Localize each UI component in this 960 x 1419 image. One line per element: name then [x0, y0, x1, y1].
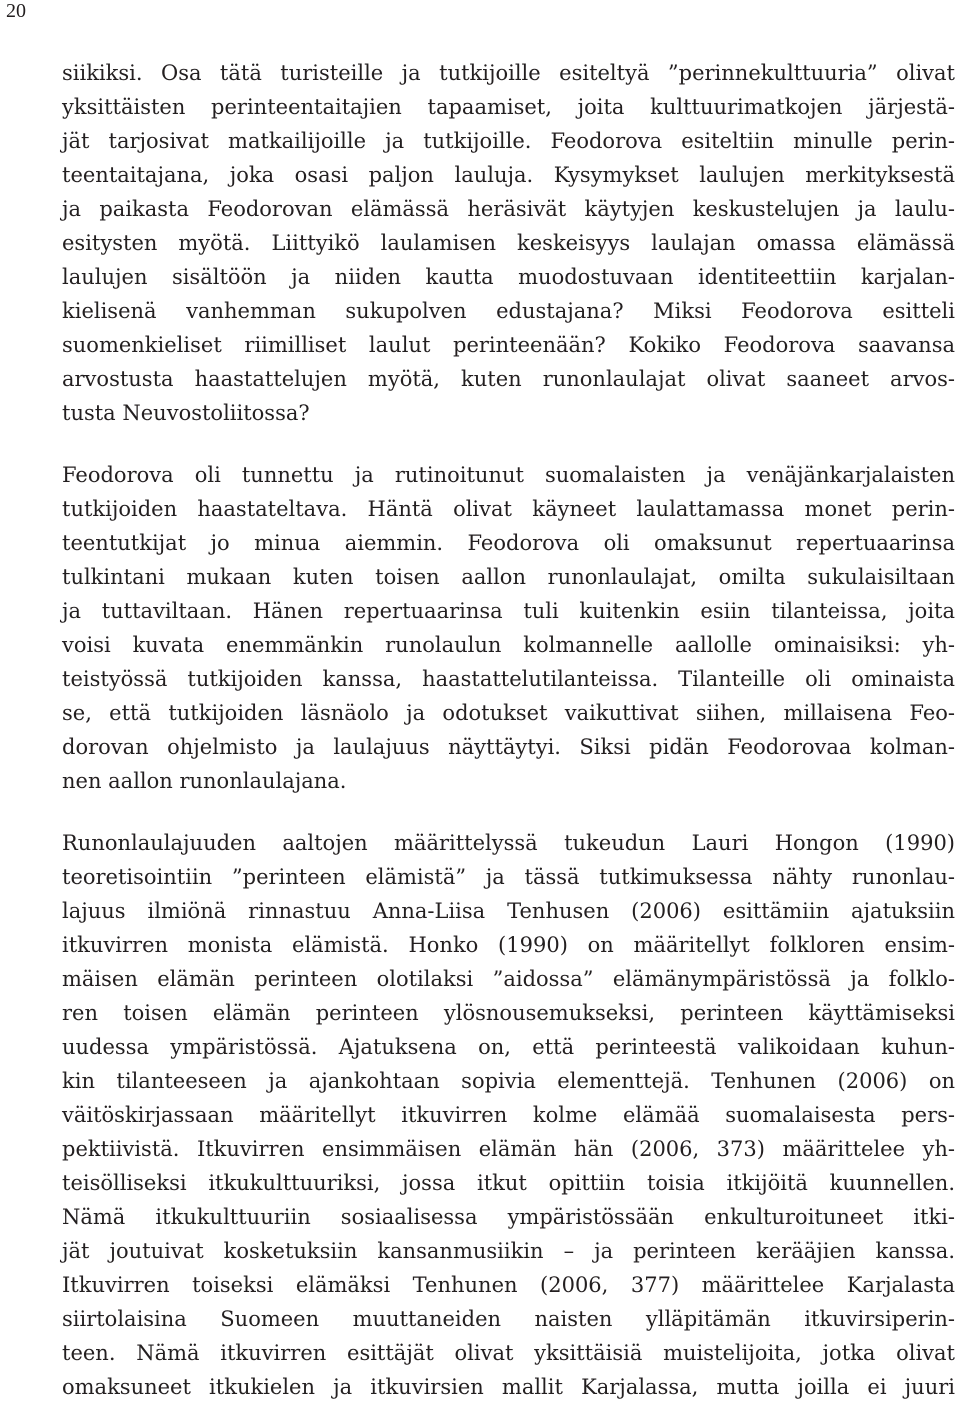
- paragraph-1-line-9: suomenkieliset riimilliset laulut perinteenään? Kokiko Feodorova saavansa: [62, 333, 955, 357]
- paragraph-3-line-13: jät joutuivat kosketuksiin kansanmusiikin – ja perinteen kerääjien kanssa.: [62, 1239, 955, 1263]
- paragraph-1-line-3: jät tarjosivat matkailijoille ja tutkijoille. Feodorova esiteltiin minulle perin-: [62, 129, 955, 153]
- paragraph-3-line-16: teen. Nämä itkuvirren esittäjät olivat yksittäisiä muistelijoita, jotka olivat: [62, 1341, 955, 1365]
- paragraph-2-line-1: Feodorova oli tunnettu ja rutinoitunut suomalaisten ja venäjänkarjalaisten: [62, 463, 955, 487]
- paragraph-1-line-4: teentaitajana, joka osasi paljon lauluja. Kysymykset laulujen merkityksestä: [62, 163, 955, 187]
- paragraph-3-line-7: uudessa ympäristössä. Ajatuksena on, että perinteestä valikoidaan kuhun-: [62, 1035, 955, 1059]
- paragraph-3-line-11: teisölliseksi itkukulttuuriksi, jossa itkut opittiin toisia itkijöitä kuunnellen.: [62, 1171, 955, 1195]
- paragraph-1-line-7: laulujen sisältöön ja niiden kautta muodostuvaan identiteettiin karjalan-: [62, 265, 955, 289]
- paragraph-3-line-9: väitöskirjassaan määritellyt itkuvirren kolme elämää suomalaisesta pers-: [62, 1103, 955, 1127]
- paragraph-1-line-8: kielisenä vanhemman sukupolven edustajana? Miksi Feodorova esitteli: [62, 299, 955, 323]
- paragraph-3-line-10: pektiivistä. Itkuvirren ensimmäisen elämän hän (2006, 373) määrittelee yh-: [62, 1137, 955, 1161]
- paragraph-3-line-12: Nämä itkukulttuuriin sosiaalisessa ympäristössään enkulturoituneet itki-: [62, 1205, 955, 1229]
- paragraph-3-line-5: mäisen elämän perinteen olotilaksi ”aidossa” elämänympäristössä ja folklo-: [62, 967, 955, 991]
- paragraph-2-line-9: dorovan ohjelmisto ja laulajuus näyttäytyi. Siksi pidän Feodorovaa kolman-: [62, 735, 955, 759]
- paragraph-1-line-5: ja paikasta Feodorovan elämässä heräsivät käytyjen keskustelujen ja laulu-: [62, 197, 955, 221]
- paragraph-3-line-3: lajuus ilmiönä rinnastuu Anna-Liisa Tenhusen (2006) esittämiin ajatuksiin: [62, 899, 955, 923]
- paragraph-3-line-15: siirtolaisina Suomeen muuttaneiden naisten ylläpitämän itkuvirsiperin-: [62, 1307, 955, 1331]
- paragraph-3-line-17: omaksuneet itkukielen ja itkuvirsien mallit Karjalassa, mutta joilla ei juuri: [62, 1375, 955, 1399]
- paragraph-2-line-6: voisi kuvata enemmänkin runolaulun kolmannelle aallolle ominaisiksi: yh-: [62, 633, 955, 657]
- paragraph-3-line-4: itkuvirren monista elämistä. Honko (1990) on määritellyt folkloren ensim-: [62, 933, 955, 957]
- paragraph-1-line-10: arvostusta haastattelujen myötä, kuten runonlaulajat olivat saaneet arvos-: [62, 367, 955, 391]
- page-number: 20: [6, 0, 26, 22]
- paragraph-3-line-8: kin tilanteeseen ja ajankohtaan sopivia elementtejä. Tenhunen (2006) on: [62, 1069, 955, 1093]
- paragraph-2-line-7: teistyössä tutkijoiden kanssa, haastattelutilanteissa. Tilanteille oli ominaista: [62, 667, 955, 691]
- paragraph-1-line-6: esitysten myötä. Liittyikö laulamisen keskeisyys laulajan omassa elämässä: [62, 231, 955, 255]
- paragraph-2-line-5: ja tuttaviltaan. Hänen repertuaarinsa tuli kuitenkin esiin tilanteissa, joita: [62, 599, 955, 623]
- paragraph-1-line-1: siikiksi. Osa tätä turisteille ja tutkijoille esiteltyä ”perinnekulttuuria” olivat: [62, 61, 955, 85]
- paragraph-2-line-2: tutkijoiden haastateltava. Häntä olivat käyneet laulattamassa monet perin-: [62, 497, 955, 521]
- paragraph-3-line-1: Runonlaulajuuden aaltojen määrittelyssä tukeudun Lauri Hongon (1990): [62, 831, 955, 855]
- paragraph-3-line-14: Itkuvirren toiseksi elämäksi Tenhunen (2006, 377) määrittelee Karjalasta: [62, 1273, 955, 1297]
- paragraph-3-line-6: ren toisen elämän perinteen ylösnousemukseksi, perinteen käyttämiseksi: [62, 1001, 955, 1025]
- paragraph-3-line-2: teoretisointiin ”perinteen elämistä” ja tässä tutkimuksessa nähty runonlau-: [62, 865, 955, 889]
- paragraph-2-line-10: nen aallon runonlaulajana.: [62, 769, 347, 793]
- paragraph-2-line-3: teentutkijat jo minua aiemmin. Feodorova oli omaksunut repertuaarinsa: [62, 531, 955, 555]
- paragraph-2-line-8: se, että tutkijoiden läsnäolo ja odotukset vaikuttivat siihen, millaisena Feo-: [62, 701, 955, 725]
- paragraph-2-line-4: tulkintani mukaan kuten toisen aallon runonlaulajat, omilta sukulaisiltaan: [62, 565, 955, 589]
- paragraph-1-line-2: yksittäisten perinteentaitajien tapaamiset, joita kulttuurimatkojen järjestä-: [62, 95, 955, 119]
- paragraph-1-line-11: tusta Neuvostoliitossa?: [62, 401, 310, 425]
